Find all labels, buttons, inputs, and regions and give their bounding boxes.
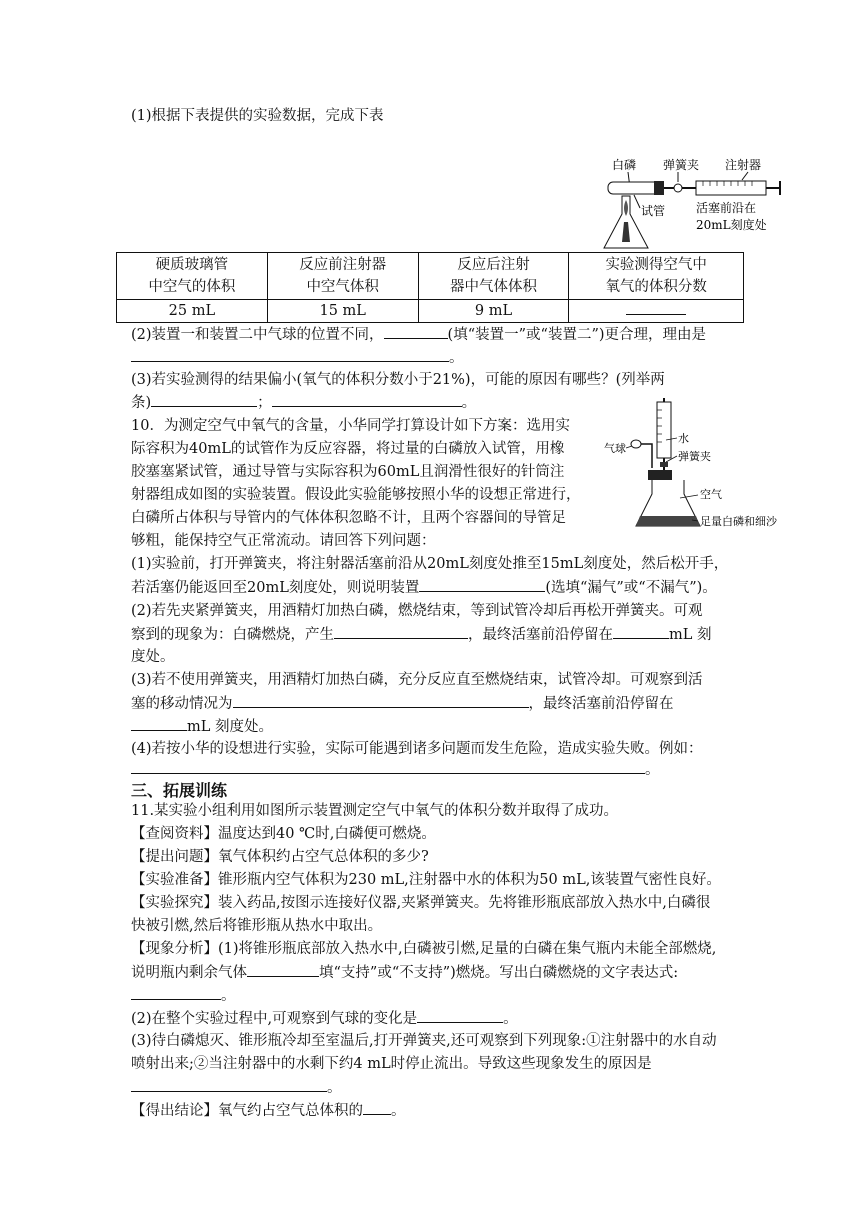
q10-p2-line: (2)若先夹紧弹簧夹，用酒精灯加热白磷，燃烧结束，等到试管冷却后再松开弹簧夹。可观 bbox=[131, 603, 703, 619]
table-header-cell: 实验测得空气中 氧气的体积分数 bbox=[569, 253, 744, 300]
q10-p2-line3: 度处。 bbox=[131, 649, 175, 665]
q11-analysis-line: 【现象分析】(1)将锥形瓶底部放入热水中,白磷被引燃,足量的白磷在集气瓶内未能全部燃烧, bbox=[131, 941, 717, 957]
table-header-row bbox=[117, 253, 744, 300]
q10-apparatus-figure bbox=[600, 398, 790, 533]
table-cell: 15 mL bbox=[267, 300, 418, 323]
q10-label-balloon: 气球 bbox=[604, 442, 626, 455]
q9-label-white-phosphorus: 白磷 bbox=[612, 158, 637, 172]
table-header-cell: 反应前注射器 中空气体积 bbox=[267, 253, 418, 300]
q11-lookup: 【查阅资料】温度达到40 ℃时,白磷便可燃烧。 bbox=[131, 826, 436, 842]
q9-label-spring-clamp: 弹簧夹 bbox=[663, 158, 700, 172]
answer-blank[interactable] bbox=[419, 577, 545, 592]
q9-label-piston-note-1: 活塞前沿在 bbox=[696, 201, 757, 215]
table-cell: 25 mL bbox=[117, 300, 268, 323]
q9-data-table bbox=[116, 252, 744, 323]
q10-intro-line: 白磷所占体积与导管内的气体体积忽略不计，且两个容器间的导管足 bbox=[131, 510, 566, 526]
q11-intro: 11.某实验小组利用如图所示装置测定空气中氧气的体积分数并取得了成功。 bbox=[131, 803, 619, 819]
answer-blank[interactable] bbox=[131, 347, 449, 362]
answer-blank[interactable] bbox=[233, 693, 529, 708]
table-row bbox=[117, 300, 744, 323]
q10-p4-line: (4)若按小华的设想进行实验，实际可能遇到诸多问题而发生危险，造成实验失败。例如： bbox=[131, 741, 703, 757]
q11-conclusion: 【得出结论】氧气约占空气总体积的 。 bbox=[131, 1100, 406, 1121]
q10-intro-line: 胶塞塞紧试管，通过导管与实际容积为60mL且润滑性很好的针筒注 bbox=[131, 464, 565, 480]
answer-blank[interactable] bbox=[384, 324, 448, 339]
q10-label-water: 水 bbox=[678, 432, 689, 445]
q10-p3-line2: 塞的移动情况为 ，最终活塞前沿停留在 bbox=[131, 693, 674, 714]
q10-label-air: 空气 bbox=[700, 488, 722, 501]
q10-p3-line: (3)若不使用弹簧夹，用酒精灯加热白磷，充分反应直至燃烧结束，试管冷却。可观察到活 bbox=[131, 672, 703, 688]
q9-apparatus-figure bbox=[568, 152, 788, 252]
q9-part3-line2: 条) ； 。 bbox=[131, 392, 476, 413]
answer-blank[interactable] bbox=[417, 1008, 503, 1023]
q9-label-piston-note-2: 20mL刻度处 bbox=[696, 218, 767, 232]
answer-blank[interactable] bbox=[613, 624, 669, 639]
q10-p3-line3: mL 刻度处。 bbox=[131, 716, 273, 737]
answer-blank[interactable] bbox=[272, 392, 462, 407]
q11-explore-line: 【实验探究】装入药品,按图示连接好仪器,夹紧弹簧夹。先将锥形瓶底部放入热水中,白磷很 bbox=[131, 895, 711, 911]
q10-p2-line2: 察到的现象为：白磷燃烧，产生 ，最终活塞前沿停留在 mL 刻 bbox=[131, 624, 712, 645]
q10-p4-line2: 。 bbox=[131, 759, 660, 780]
q9-label-test-tube: 试管 bbox=[641, 204, 666, 218]
q11-p3-line: (3)待白磷熄灭、锥形瓶冷却至室温后,打开弹簧夹,还可观察到下列现象:①注射器中的水自动 bbox=[131, 1033, 717, 1049]
q9-label-syringe: 注射器 bbox=[725, 158, 762, 172]
table-header-cell: 反应后注射 器中气体体积 bbox=[418, 253, 569, 300]
q11-p3-line3: 。 bbox=[131, 1077, 342, 1098]
q10-p1-line2: 若活塞仍能返回至20mL刻度处，则说明装置 (选填“漏气”或“不漏气”)。 bbox=[131, 577, 717, 598]
q11-analysis-line2: 说明瓶内剩余气体 填“支持”或“不支持”)燃烧。写出白磷燃烧的文字表达式: bbox=[131, 962, 678, 983]
q10-intro-line: 10．为测定空气中氧气的含量，小华同学打算设计如下方案：选用实 bbox=[131, 418, 570, 434]
answer-blank-cell[interactable] bbox=[569, 300, 744, 323]
q11-question: 【提出问题】氧气体积约占空气总体积的多少? bbox=[131, 849, 429, 865]
q10-label-phosphorus-sand: 足量白磷和细沙 bbox=[700, 515, 777, 528]
answer-blank[interactable] bbox=[363, 1100, 391, 1115]
q9-part1-text: (1)根据下表提供的实验数据，完成下表 bbox=[131, 108, 384, 124]
q10-intro-line: 射器组成如图的实验装置。假设此实验能够按照小华的设想正常进行， bbox=[131, 487, 581, 503]
answer-blank[interactable] bbox=[131, 1077, 327, 1092]
q10-intro-line: 够粗，能保持空气正常流动。请回答下列问题： bbox=[131, 533, 436, 549]
q10-p1-line: (1)实验前，打开弹簧夹，将注射器活塞前沿从20mL刻度处推至15mL刻度处，然后松开手， bbox=[131, 556, 729, 572]
q11-p2-line: (2)在整个实验过程中,可观察到气球的变化是 。 bbox=[131, 1008, 518, 1029]
q11-explore-line2: 快被引燃,然后将锥形瓶从热水中取出。 bbox=[131, 918, 383, 934]
answer-blank[interactable] bbox=[247, 962, 319, 977]
q9-part2-line2: 。 bbox=[131, 347, 464, 368]
q10-intro-line: 际容积为40mL的试管作为反应容器，将过量的白磷放入试管，用橡 bbox=[131, 441, 565, 457]
answer-blank[interactable] bbox=[131, 985, 221, 1000]
q10-label-spring-clamp: 弹簧夹 bbox=[678, 450, 711, 463]
answer-blank[interactable] bbox=[131, 759, 645, 774]
q9-part3-line: (3)若实验测得的结果偏小(氧气的体积分数小于21%)，可能的原因有哪些？(列举两 bbox=[131, 372, 665, 388]
q9-part2-line: (2)装置一和装置二中气球的位置不同， (填“装置一”或“装置二”)更合理，理由是 bbox=[131, 324, 706, 345]
q11-analysis-line3: 。 bbox=[131, 985, 236, 1006]
answer-blank[interactable] bbox=[151, 392, 257, 407]
answer-blank[interactable] bbox=[131, 716, 187, 731]
table-cell: 9 mL bbox=[418, 300, 569, 323]
answer-blank[interactable] bbox=[334, 624, 468, 639]
q11-p3-line2: 喷射出来;②当注射器中的水剩下约4 mL时停止流出。导致这些现象发生的原因是 bbox=[131, 1056, 652, 1072]
table-header-cell: 硬质玻璃管 中空气的体积 bbox=[117, 253, 268, 300]
section-heading: 三、拓展训练 bbox=[131, 781, 228, 800]
q11-prep: 【实验准备】锥形瓶内空气体积为230 mL,注射器中水的体积为50 mL,该装置气密性良好。 bbox=[131, 872, 721, 888]
